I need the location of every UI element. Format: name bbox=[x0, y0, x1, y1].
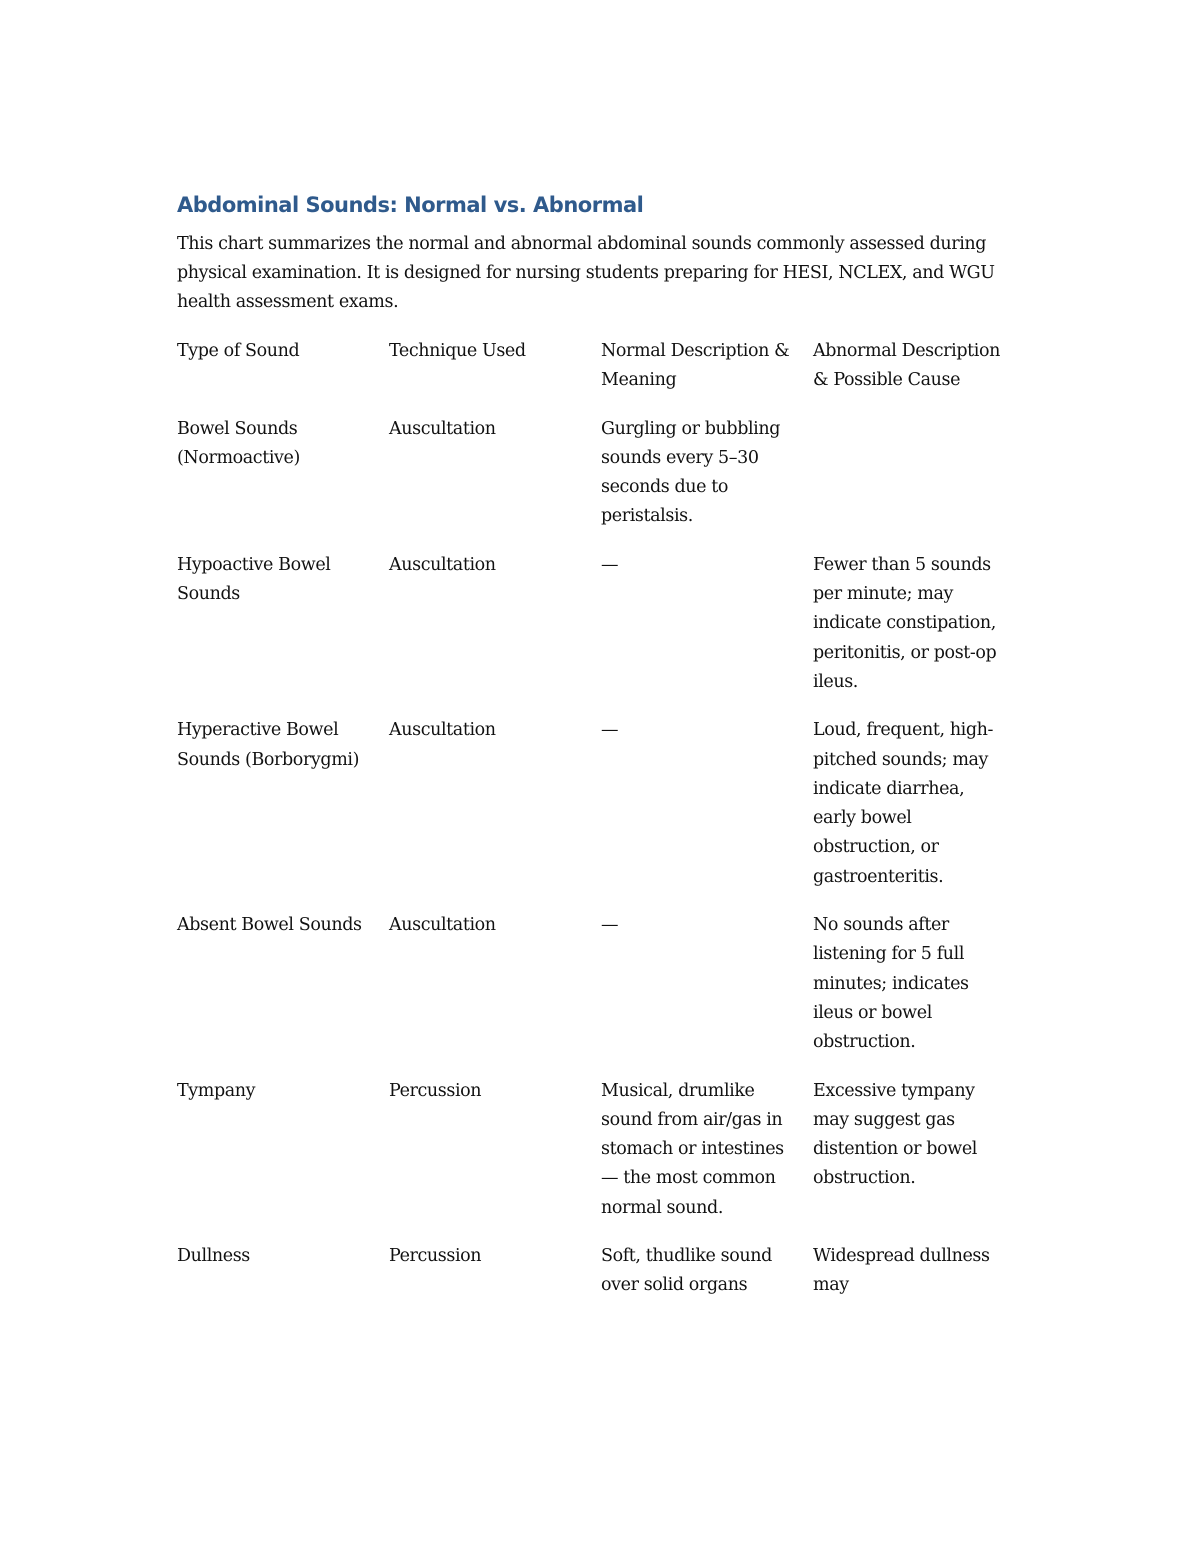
cell-abnormal bbox=[813, 415, 1023, 551]
table-row bbox=[177, 551, 1023, 716]
cell-type: Dullness bbox=[177, 1246, 250, 1267]
cell-abnormal: Widespread dullness may bbox=[813, 1246, 990, 1296]
cell-normal: Soft, thudlike sound over solid organs bbox=[601, 1246, 772, 1296]
table-row bbox=[177, 911, 1023, 1076]
cell-normal: — bbox=[601, 915, 619, 936]
intro-paragraph: This chart summarizes the normal and abnormal abdominal sounds commonly assessed during physical examination. It is designed for nursing students preparing for HESI, NCLEX, and WGU health assessment exams. bbox=[177, 234, 995, 312]
cell-abnormal: Loud, frequent, high-pitched sounds; may indicate diarrhea, early bowel obstruction, or gastroenteritis. bbox=[813, 720, 994, 887]
header-type-of-sound: Type of Sound bbox=[177, 341, 300, 361]
table-row bbox=[177, 716, 1023, 911]
cell-technique: Percussion bbox=[389, 1080, 482, 1101]
table-row bbox=[177, 1077, 1023, 1242]
header-technique-used: Technique Used bbox=[389, 341, 526, 361]
document-title: Abdominal Sounds: Normal vs. Abnormal bbox=[177, 193, 644, 217]
cell-technique: Percussion bbox=[389, 1246, 482, 1267]
cell-normal: Musical, drumlike sound from air/gas in stomach or intestines — the most common normal sound. bbox=[601, 1080, 784, 1218]
table-row bbox=[177, 1242, 1023, 1320]
cell-normal: Gurgling or bubbling sounds every 5–30 seconds due to peristalsis. bbox=[601, 418, 781, 527]
cell-technique: Auscultation bbox=[389, 720, 496, 741]
cell-type: Absent Bowel Sounds bbox=[177, 915, 362, 936]
cell-technique: Auscultation bbox=[389, 915, 496, 936]
cell-abnormal: Excessive tympany may suggest gas distention or bowel obstruction. bbox=[813, 1080, 977, 1189]
cell-type: Bowel Sounds (Normoactive) bbox=[177, 418, 300, 468]
cell-technique: Auscultation bbox=[389, 418, 496, 439]
document-page bbox=[177, 188, 1027, 1320]
header-normal-description: Normal Description & Meaning bbox=[601, 341, 790, 391]
header-abnormal-description: Abnormal Description & Possible Cause bbox=[813, 341, 1000, 391]
sounds-table bbox=[177, 337, 1023, 1320]
cell-normal: — bbox=[601, 554, 619, 575]
cell-type: Hyperactive Bowel Sounds (Borborygmi) bbox=[177, 720, 360, 770]
cell-technique: Auscultation bbox=[389, 554, 496, 575]
cell-type: Tympany bbox=[177, 1080, 256, 1101]
table-header-row bbox=[177, 337, 1023, 415]
cell-abnormal: Fewer than 5 sounds per minute; may indicate constipation, peritonitis, or post-op ileus. bbox=[813, 554, 997, 692]
cell-abnormal: No sounds after listening for 5 full minutes; indicates ileus or bowel obstruction. bbox=[813, 915, 969, 1053]
table-row bbox=[177, 415, 1023, 551]
cell-type: Hypoactive Bowel Sounds bbox=[177, 554, 331, 605]
cell-normal: — bbox=[601, 720, 619, 741]
